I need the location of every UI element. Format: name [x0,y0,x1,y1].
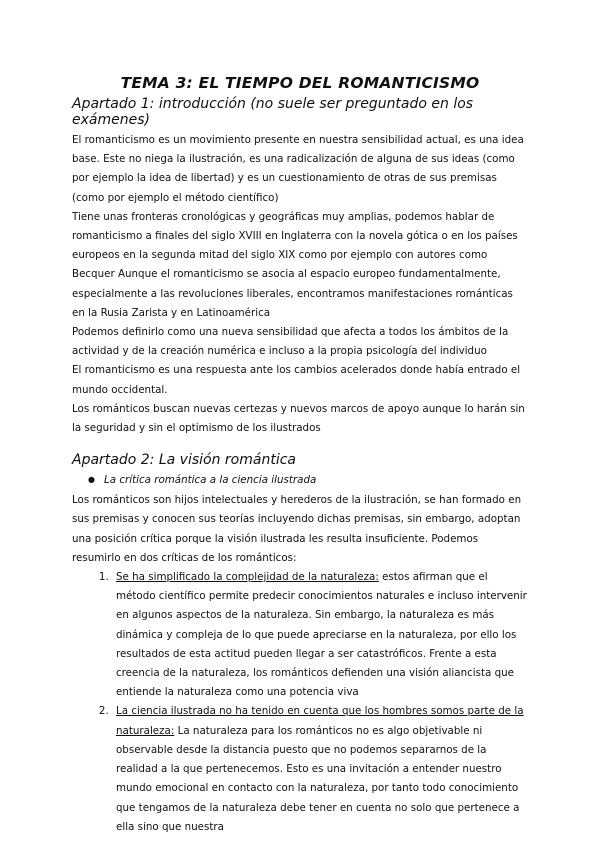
list-item-lead: Se ha simplificado la complejidad de la naturaleza: [116,571,379,584]
bullet-item: ● La crítica romántica a la ciencia ilustrada [104,471,528,489]
section-1-paragraph: Tiene unas fronteras cronológicas y geográficas muy amplias, podemos hablar de romanticismo a finales del siglo XVIII en Inglaterra con la novela gótica o en los países europeos en la segunda mitad del siglo XIX como por ejemplo con autores como Becquer Aunque el romanticismo se asocia al espacio europeo fundamentalmente, especialmente a las revoluciones liberales, encontramos manifestaciones románticas en la Rusia Zarista y en Latinoamérica [72,210,518,319]
section-2-paragraph: Los románticos son hijos intelectuales y herederos de la ilustración, se han formado en sus premisas y conocen sus teorías incluyendo dichas premisas, sin embargo, adoptan una posición crítica porque la visión ilustrada les resulta insuficiente. Podemos resumirlo en dos críticas de los románticos: [72,494,522,564]
list-item [112,702,528,836]
list-item-text: estos afirman que el método científico permite predecir conocimientos naturales e incluso intervenir en algunos aspectos de la naturaleza. Sin embargo, la naturaleza es más dinámica y compleja de lo que puede apreciarse en la naturaleza, por ello los resultados de esta actitud pueden llegar a ser catastróficos. Frente a esta creencia de la naturaleza, los románticos defienden una visión aliancista que entiende la naturaleza como una potencia viva [116,571,527,699]
list-item-lead: La ciencia ilustrada no ha tenido en cuenta que los hombres somos parte de la naturaleza: [116,705,524,737]
section-1-heading: Apartado 1: introducción (no suele ser preguntado en los exámenes) [72,96,474,128]
section-1-paragraph: Podemos definirlo como una nueva sensibilidad que afecta a todos los ámbitos de la actividad y de la creación numérica e incluso a la propia psicología del individuo [72,326,509,358]
section-1-paragraph: El romanticismo es una respuesta ante los cambios acelerados donde había entrado el mundo occidental. [72,364,521,396]
list-item [112,568,528,702]
section-1-paragraph: Los románticos buscan nuevas certezas y nuevos marcos de apoyo aunque lo harán sin la seguridad y sin el optimismo de los ilustrados [72,402,525,435]
section-1-paragraph: El romanticismo es un movimiento presente en nuestra sensibilidad actual, es una idea base. Este no niega la ilustración, es una radicalización de alguna de sus ideas (como por ejemplo la idea de libertad) y es un cuestionamiento de otras de sus premisas (como por ejemplo el método científico) [72,134,524,204]
critique-list [72,568,528,837]
list-item-text: La naturaleza para los románticos no es algo objetivable ni observable desde la distancia puesto que no podemos separarnos de la realidad a la que pertenecemos. Esto es una invitación a entender nuestro mundo emocional en contacto con la naturaleza, por tanto todo conocimiento que tengamos de la naturaleza debe tener en cuenta no solo que pertenece a ella sino que nuestra [116,724,520,833]
document-title: TEMA 3: EL TIEMPO DEL ROMANTICISMO [120,74,480,92]
section-2-heading: Apartado 2: La visión romántica [72,452,296,469]
